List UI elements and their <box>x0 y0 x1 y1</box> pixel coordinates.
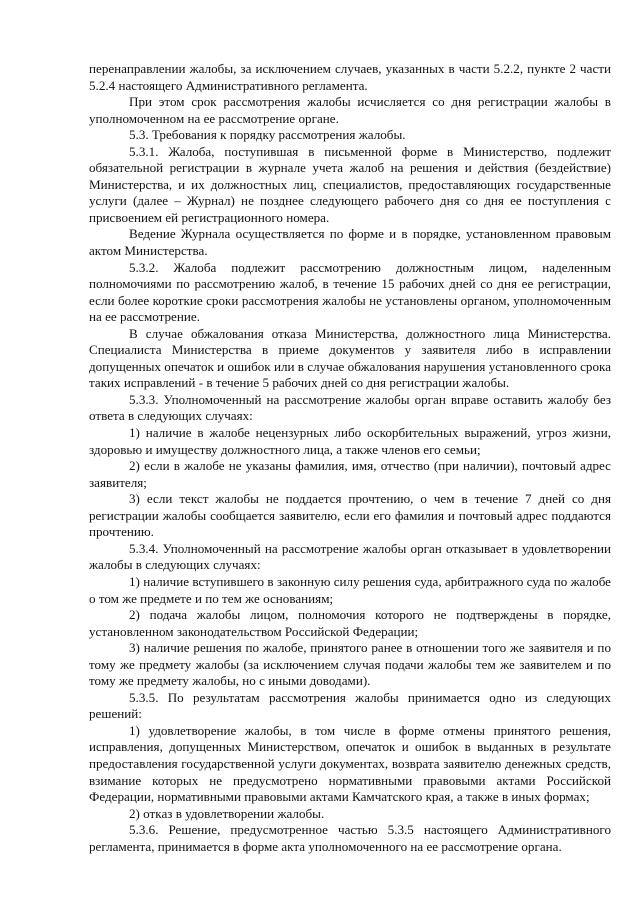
paragraph-5-3-1: 5.3.1. Жалоба, поступившая в письменной форме в Министерство, подлежит обязательной регистрации в журнале учета жалоб на решения и действия (бездействие) Министерства, и их должностных лиц, специалистов, предоставляющих государственные услуги (далее – Журнал) не позднее следующего рабочего дня со дня ее поступления с присвоением ей регистрационного номера. <box>89 143 611 225</box>
list-item-5-3-4-2: 2) подача жалобы лицом, полномочия которого не подтверждены в порядке, установленном законодательством Российской Федерации; <box>89 607 611 639</box>
section-heading-5-3: 5.3. Требования к порядку рассмотрения жалобы. <box>129 127 406 143</box>
paragraph-journal: Ведение Журнала осуществляется по форме и в порядке, установленном правовым актом Министерства. <box>89 226 611 259</box>
paragraph-5-3-4: 5.3.4. Уполномоченный на рассмотрение жалобы орган отказывает в удовлетворении жалобы в следующих случаях: <box>89 540 611 573</box>
paragraph-5-3-6: 5.3.6. Решение, предусмотренное частью 5.3.5 настоящего Административного регламента, принимается в форме акта уполномоченного на ее рассмотрение органа. <box>89 822 611 854</box>
list-item-5-3-5-2: 2) отказ в удовлетворении жалобы. <box>129 805 325 821</box>
list-item-5-3-3-3: 3) если текст жалобы не поддается прочтению, о чем в течение 7 дней со дня регистрации жалобы сообщается заявителю, если его фамилия и почтовый адрес поддаются прочтению. <box>89 491 611 540</box>
list-item-5-3-3-1: 1) наличие в жалобе нецензурных либо оскорбительных выражений, угроз жизни, здоровью и имуществу должностного лица, а также членов его семьи; <box>89 425 611 457</box>
document-page <box>89 61 611 855</box>
list-item-5-3-3-2: 2) если в жалобе не указаны фамилия, имя, отчество (при наличии), почтовый адрес заявителя; <box>89 458 611 490</box>
list-item-5-3-4-3: 3) наличие решения по жалобе, принятого ранее в отношении того же заявителя и по тому же предмету жалобы (за исключением случая подачи жалобы тем же заявителем и по тому же предмету жалобы, но с иными доводами). <box>89 640 611 689</box>
paragraph-5-3-3: 5.3.3. Уполномоченный на рассмотрение жалобы орган вправе оставить жалобу без ответа в следующих случаях: <box>89 391 611 424</box>
list-item-5-3-5-1: 1) удовлетворение жалобы, в том числе в форме отмены принятого решения, исправления, допущенных Министерством, опечаток и ошибок в выданных в результате предоставления государственной услуги документах, возврата заявителю денежных средств, взимание которых не предусмотрено нормативными правовыми актами Российской Федерации, нормативными правовыми актами Камчатского края, а также в иных формах; <box>89 722 611 805</box>
paragraph-review-term: При этом срок рассмотрения жалобы исчисляется со дня регистрации жалобы в уполномоченном на ее рассмотрение органе. <box>89 94 611 126</box>
paragraph-5-3-2: 5.3.2. Жалоба подлежит рассмотрению должностным лицом, наделенным полномочиями по рассмотрению жалоб, в течение 15 рабочих дней со дня ее регистрации, если более короткие сроки рассмотрения жалобы не установлены органом, уполномоченным на ее рассмотрение. <box>89 259 611 325</box>
paragraph-appeal-refusal: В случае обжалования отказа Министерства, должностного лица Министерства. Специалиста Министерства в приеме документов у заявителя либо в исправлении допущенных опечаток и ошибок или в случае обжалования нарушения установленного срока таких исправлений - в течение 5 рабочих дней со дня регистрации жалобы. <box>89 325 611 391</box>
paragraph-continuation: перенаправлении жалобы, за исключением случаев, указанных в части 5.2.2, пункте 2 части 5.2.4 настоящего Административного регламента. <box>89 61 611 93</box>
paragraph-5-3-5: 5.3.5. По результатам рассмотрения жалобы принимается одно из следующих решений: <box>89 689 611 722</box>
list-item-5-3-4-1: 1) наличие вступившего в законную силу решения суда, арбитражного суда по жалобе о том же предмете и по тем же основаниям; <box>89 573 611 606</box>
